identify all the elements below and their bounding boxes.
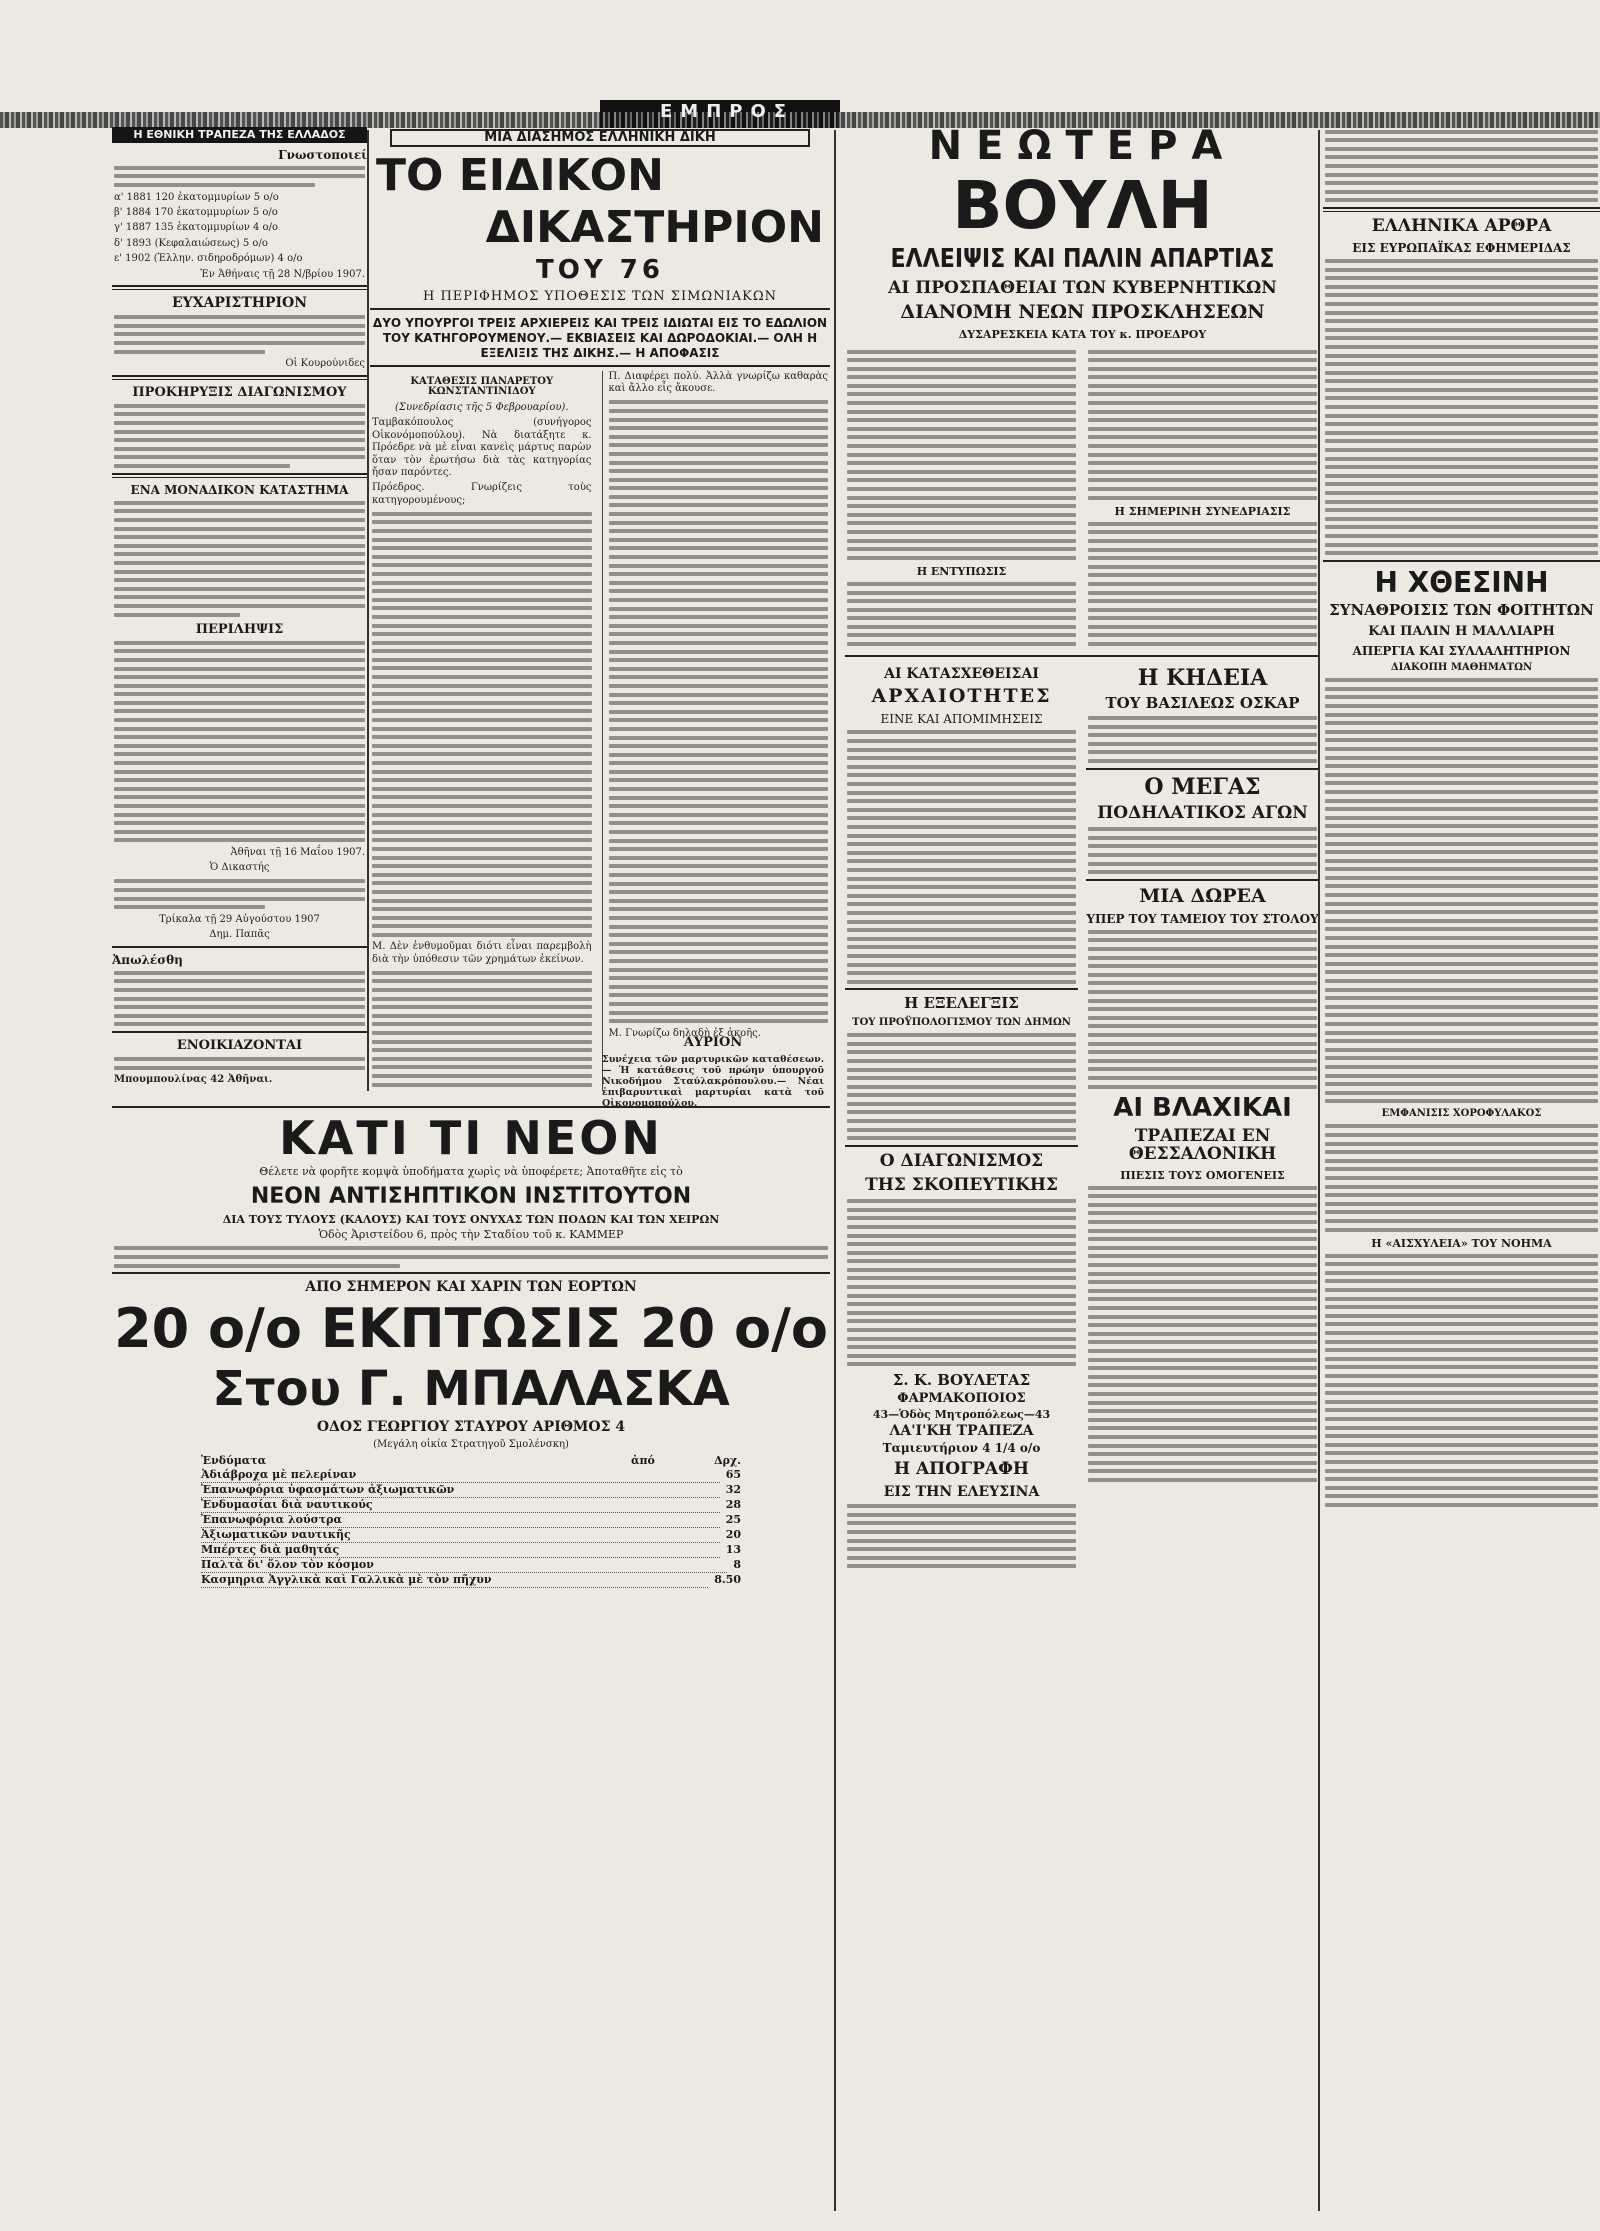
bank-title: Η ΕΘΝΙΚΗ ΤΡΑΠΕΖΑ ΤΗΣ ΕΛΛΑΔΟΣ — [112, 127, 367, 143]
funeral-title-1: Η ΚΗΔΕΙΑ — [1137, 664, 1268, 691]
price-header: Ἐνδύματα — [201, 1453, 267, 1467]
divider — [1086, 879, 1319, 881]
ad-shop: Στου Γ. ΜΠΑΛΑΣΚΑ — [212, 1360, 730, 1417]
text-block — [847, 730, 1076, 983]
price-row — [201, 1498, 741, 1513]
price-header-currency: Δρχ. — [714, 1453, 741, 1467]
gift-title-2: ΥΠΕΡ ΤΟΥ ΤΑΜΕΙΟΥ ΤΟΥ ΣΤΟΛΟΥ — [1086, 911, 1319, 926]
second-date: Τρίκαλα τῇ 29 Αὐγούστου 1907 — [159, 913, 320, 925]
tomorrow-title: ΑΥΡΙΟΝ — [683, 1035, 743, 1050]
pharmacy-bank-box — [845, 1371, 1078, 1455]
price-row — [201, 1543, 741, 1558]
oresteia-title: Η «ΑΙΣΧΥΛΕΙΑ» ΤΟΥ ΝΟΗΜΑ — [1371, 1236, 1552, 1250]
price-item: Ἐνδυμασίαι διὰ ναυτικούς — [201, 1498, 720, 1513]
price-item: Παλτὰ δι' ὅλον τὸν κόσμον — [201, 1558, 727, 1573]
bank-line: ε' 1902 (Ἑλλην. σιδηροδρόμων) 4 ο/ο — [114, 253, 303, 265]
text-block — [1088, 930, 1317, 1089]
divider — [112, 1031, 367, 1033]
price-row — [201, 1528, 741, 1543]
notice-sign: Ὁ Δικαστής — [209, 862, 270, 874]
trial-section-a-sub: (Συνεδρίασις τῆς 5 Φεβρουαρίου). — [395, 401, 569, 413]
census-title-1: Η ΑΠΟΓΡΑΦΗ — [894, 1459, 1029, 1479]
price-value: 13 — [725, 1542, 741, 1556]
price-value: 25 — [725, 1512, 741, 1526]
text-block — [114, 1246, 828, 1267]
antiq-title-1: ΑΙ ΚΑΤΑΣΧΕΘΕΙΣΑΙ — [884, 665, 1039, 682]
check-title-2: ΤΟΥ ΠΡΟΫΠΟΛΟΓΙΣΜΟΥ ΤΩΝ ΔΗΜΩΝ — [852, 1017, 1071, 1029]
divider — [112, 285, 367, 290]
price-row — [201, 1513, 741, 1528]
notice-date: Ἀθῆναι τῇ 16 Μαΐου 1907. — [230, 846, 365, 858]
text-block — [114, 641, 365, 843]
articles-title-1: ΕΛΛΗΝΙΚΑ ΑΡΘΡΑ — [1371, 215, 1552, 236]
ad-institute-sub: ΔΙΑ ΤΟΥΣ ΤΥΛΟΥΣ (ΚΑΛΟΥΣ) ΚΑΙ ΤΟΥΣ ΟΝΥΧΑΣ ΤΩΝ ΠΟΔΩΝ ΚΑΙ ΤΩΝ ΧΕΙΡΩΝ — [222, 1212, 720, 1226]
lower-subcol-right — [1086, 661, 1319, 1573]
pharmacy-label: ΦΑΡΜΑΚΟΠΟΙΟΣ — [897, 1391, 1026, 1406]
trial-body — [370, 371, 830, 1091]
price-value: 65 — [725, 1467, 741, 1481]
text-block — [847, 1199, 1076, 1366]
ad-new-lead: Θέλετε νὰ φορῆτε κομψὰ ὑποδήματα χωρὶς νὰ ὑποφέρετε; Ἀποταθῆτε εἰς τὸ — [259, 1165, 683, 1179]
articles-title-2: ΕΙΣ ΕΥΡΩΠΑΪΚΑΣ ΕΦΗΜΕΡΙΔΑΣ — [1352, 240, 1571, 255]
trial-paragraph: Πρόεδρος. Γνωρίζεις τοὺς κατηγορουμένους; — [372, 482, 595, 506]
notice-title: ΠΕΡΙΛΗΨΙΣ — [195, 621, 284, 637]
ad-institute — [112, 1102, 830, 1588]
price-table — [201, 1454, 741, 1588]
parliament-head-2: ΑΙ ΠΡΟΣΠΑΘΕΙΑΙ ΤΩΝ ΚΥΒΕΡΝΗΤΙΚΩΝ — [888, 277, 1277, 298]
masthead-title: ΕΜΠΡΟΣ — [660, 101, 795, 122]
trial-paragraph: Ταμβακόπουλος (συνήγορος Οἰκονόμοπούλου). Νὰ διατάξητε κ. Πρόεδρε νὰ μὲ εἶναι κανεὶς μάρτυς παρὼν ὅταν τὸν ἐρωτήσω διὰ τὰς κατηγορίας ἤσαν παρόντες. — [372, 417, 595, 478]
funeral-title-2: ΤΟΥ ΒΑΣΙΛΕΩΣ ΟΣΚΑΡ — [1105, 693, 1300, 712]
price-item: Μπέρτες διὰ μαθητάς — [201, 1543, 720, 1558]
divider — [112, 1272, 830, 1274]
impression-title: Η ΕΝΤΥΠΩΣΙΣ — [916, 564, 1007, 578]
trial-paragraph: Π. Διαφέρει πολύ. Ἀλλὰ γνωρίζω καθαρὰς καὶ ἄλλο εἶς ἄκουσε. — [608, 370, 832, 395]
price-value: 8 — [733, 1557, 741, 1571]
today-title: Η ΣΗΜΕΡΙΝΗ ΣΥΝΕΔΡΙΑΣΙΣ — [1114, 504, 1291, 518]
text-block — [114, 1057, 365, 1070]
contest-title: ΠΡΟΚΗΡΥΞΙΣ ΔΙΑΓΩΝΙΣΜΟΥ — [132, 384, 347, 400]
text-block — [1325, 130, 1598, 203]
ad-new-title: ΚΑΤΙ ΤΙ ΝΕΟΝ — [279, 1111, 663, 1165]
column-right — [1323, 125, 1600, 2231]
trial-paragraph: Μ. Γνωρίζω δηλαδὴ ἐξ ἀκοῆς. — [608, 1027, 761, 1039]
students-title: ΣΥΝΑΘΡΟΙΣΙΣ ΤΩΝ ΦΟΙΤΗΤΩΝ — [1329, 601, 1594, 620]
lower-subcol-left — [845, 661, 1078, 1573]
text-block — [1325, 678, 1598, 1103]
antiq-title-2: ΑΡΧΑΙΟΤΗΤΕΣ — [871, 685, 1052, 708]
price-value: 28 — [725, 1497, 741, 1511]
text-block — [1088, 1186, 1317, 1482]
trial-deck: ΔΥΟ ΥΠΟΥΡΓΟΙ ΤΡΕΙΣ ΑΡΧΙΕΡΕΙΣ ΚΑΙ ΤΡΕΙΣ ΙΔΙΩΤΑΙ ΕΙΣ ΤΟ ΕΔΩΛΙΟΝ ΤΟΥ ΚΑΤΗΓΟΡΟΥΜΕΝΟΥ.— ΕΚΒΙΑΣΕΙΣ ΚΑΙ ΔΩΡΟΔΟΚΙΑΙ.— ΟΛΗ Η ΕΞΕΛΙΞΙΣ ΤΗΣ ΔΙΚΗΣ.— Η ΑΠΟΦΑΣΙΣ — [372, 315, 828, 360]
ad-institute-address: Ὁδὸς Ἀριστείδου 6, πρὸς τὴν Σταδίου τοῦ κ. ΚΑΜΜΕΡ — [318, 1228, 624, 1242]
column-rule — [834, 130, 836, 2211]
bank-line: γ' 1887 135 ἑκατομμυρίων 4 ο/ο — [114, 222, 278, 234]
bank-line: δ' 1893 (Κεφαλαιώσεως) 5 ο/ο — [114, 237, 268, 249]
divider — [1086, 768, 1319, 770]
bank-line: α' 1881 120 ἑκατομμυρίων 5 ο/ο — [114, 191, 279, 203]
race-title-2: ΠΟΔΗΛΑΤΙΚΟΣ ΑΓΩΝ — [1097, 802, 1308, 823]
price-item: Ἐπανωφόρια λούστρα — [201, 1513, 720, 1528]
price-value: 32 — [725, 1482, 741, 1496]
text-block — [114, 404, 365, 468]
text-block — [847, 1033, 1076, 1140]
text-block — [1088, 350, 1317, 500]
text-block — [847, 582, 1076, 646]
divider — [1323, 207, 1600, 212]
trial-subtitle: Η ΠΕΡΙΦΗΜΟΣ ΥΠΟΘΕΣΙΣ ΤΩΝ ΣΙΜΩΝΙΑΚΩΝ — [423, 289, 777, 305]
gift-title-1: ΜΙΑ ΔΩΡΕΑ — [1139, 884, 1266, 907]
divider — [112, 946, 367, 948]
column-latest — [845, 125, 1320, 2231]
check-title-1: Η ΕΞΕΛΕΓΞΙΣ — [904, 994, 1019, 1013]
price-row — [201, 1573, 741, 1588]
tomorrow-box — [600, 1030, 826, 1112]
trial-subcol-right — [602, 371, 831, 1091]
trial-title-2: ΔΙΚΑΣΤΗΡΙΟΝ — [485, 201, 824, 253]
bank-date: Ἐν Ἀθήναις τῇ 28 Ν/βρίου 1907. — [200, 268, 365, 280]
parliament-head-1: ΕΛΛΕΙΨΙΣ ΚΑΙ ΠΑΛΙΝ ΑΠΑΡΤΙΑΣ — [890, 244, 1275, 275]
column-trial — [370, 125, 830, 1091]
vlach-title-2: ΤΡΑΠΕΖΑΙ ΕΝ ΘΕΣΣΑΛΟΝΙΚΗ — [1128, 1125, 1277, 1164]
text-block — [1088, 716, 1317, 763]
divider — [845, 655, 1320, 657]
contest-title-2: ΤΗΣ ΣΚΟΠΕΥΤΙΚΗΣ — [865, 1174, 1058, 1195]
yesterday-title: Η ΧΘΕΣΙΝΗ — [1374, 565, 1549, 599]
parliament-title: ΒΟΥΛΗ — [952, 167, 1213, 244]
parliament-body — [845, 345, 1320, 651]
divider — [370, 308, 830, 310]
trial-subcol-left — [370, 371, 594, 1091]
school-title: ΕΝΑ ΜΟΝΑΔΙΚΟΝ ΚΑΤΑΣΤΗΜΑ — [130, 482, 349, 497]
bank-name: ΛΑ'Ι'ΚΗ ΤΡΑΠΕΖΑ — [889, 1423, 1034, 1439]
price-header-row — [201, 1454, 741, 1468]
vlach-title-3: ΠΙΕΣΙΣ ΤΟΥΣ ΟΜΟΓΕΝΕΙΣ — [1120, 1168, 1285, 1182]
column-notices — [112, 125, 367, 1091]
trial-title-1: ΤΟ ΕΙΔΙΚΟΝ — [376, 149, 664, 201]
column-rule — [367, 130, 369, 1091]
rent-title: ΕΝΟΙΚΙΑΖΟΝΤΑΙ — [176, 1037, 303, 1053]
bank-subtitle: Γνωστοποιεί — [278, 147, 367, 162]
text-block — [847, 350, 1076, 560]
divider — [1323, 560, 1600, 562]
price-row — [201, 1483, 741, 1498]
second-sign: Δημ. Παπᾶς — [209, 929, 270, 941]
chorus-title: ΕΜΦΑΝΙΣΙΣ ΧΟΡΟΦΥΛΑΚΟΣ — [1381, 1108, 1542, 1120]
price-item: Κασμηρια Ἀγγλικὰ καὶ Γαλλικὰ μὲ τὸν πῆχυν — [201, 1573, 708, 1588]
price-header-from: ἀπό — [631, 1453, 655, 1467]
divider — [845, 988, 1078, 990]
price-row — [201, 1558, 741, 1573]
antiq-title-3: ΕΙΝΕ ΚΑΙ ΑΠΟΜΙΜΗΣΕΙΣ — [880, 712, 1043, 727]
rent-text: Μπουμπουλίνας 42 Ἀθῆναι. — [114, 1074, 273, 1086]
divider — [112, 473, 367, 478]
text-block — [1088, 827, 1317, 874]
ad-institute-name: ΝΕΟΝ ΑΝΤΙΣΗΠΤΙΚΟΝ ΙΝΣΤΙΤΟΥΤΟΝ — [250, 1183, 692, 1209]
divider — [845, 1145, 1078, 1147]
text-block — [114, 971, 365, 1027]
pharmacy-address: 43—Ὁδὸς Μητροπόλεως—43 — [872, 1408, 1051, 1421]
text-block — [372, 512, 592, 937]
text-block — [1325, 259, 1598, 555]
parliament-subcol-left — [845, 345, 1078, 651]
text-block — [1325, 1124, 1598, 1231]
text-block — [1088, 522, 1317, 646]
text-block — [609, 400, 829, 1023]
divider — [112, 375, 367, 380]
parliament-head-3: ΔΙΑΝΟΜΗ ΝΕΩΝ ΠΡΟΣΚΛΗΣΕΩΝ — [900, 301, 1265, 324]
text-block — [114, 315, 365, 353]
trial-title-3: ΤΟΥ 76 — [536, 255, 664, 286]
bank-line: β' 1884 170 ἑκατομμυρίων 5 ο/ο — [114, 206, 278, 218]
price-item: Ἀξιωματικῶν ναυτικῆς — [201, 1528, 720, 1543]
strike-title: ΑΠΕΡΓΙΑ ΚΑΙ ΣΥΛΛΑΛΗΤΗΡΙΟΝ — [1352, 643, 1571, 658]
ad-shop-address: ΟΔΟΣ ΓΕΩΡΓΙΟΥ ΣΤΑΥΡΟΥ ΑΡΙΘΜΟΣ 4 — [316, 1418, 626, 1435]
text-block — [114, 166, 365, 187]
ad-sale: 20 ο/ο ΕΚΠΤΩΣΙΣ 20 ο/ο — [114, 1296, 828, 1360]
price-row — [201, 1468, 741, 1483]
text-block — [372, 971, 592, 1087]
census-title-2: ΕΙΣ ΤΗΝ ΕΛΕΥΣΙΝΑ — [883, 1483, 1040, 1500]
bank-rate: Ταμιευτήριον 4 1/4 ο/ο — [882, 1441, 1041, 1455]
ad-sale-lead: ΑΠΟ ΣΗΜΕΡΟΝ ΚΑΙ ΧΑΡΙΝ ΤΩΝ ΕΟΡΤΩΝ — [305, 1279, 637, 1296]
vlach-title-1: ΑΙ ΒΛΑΧΙΚΑΙ — [1113, 1092, 1292, 1123]
text-block — [847, 1504, 1076, 1568]
latest-title: ΝΕΩΤΕΡΑ — [928, 123, 1237, 169]
loss-title: Ἀπωλέσθη — [112, 952, 183, 967]
text-block — [114, 501, 365, 617]
price-value: 8.50 — [714, 1572, 741, 1586]
parliament-head-4: ΔΥΣΑΡΕΣΚΕΙΑ ΚΑΤΑ ΤΟΥ κ. ΠΡΟΕΔΡΟΥ — [958, 328, 1207, 342]
thanks-sign: Οἱ Κουρούνιδες — [285, 358, 365, 370]
trial-kicker: ΜΙΑ ΔΙΑΣΗΜΟΣ ΕΛΛΗΝΙΚΗ ΔΙΚΗ — [390, 129, 810, 147]
price-value: 20 — [725, 1527, 741, 1541]
contest-title-1: Ο ΔΙΑΓΩΝΙΣΜΟΣ — [879, 1150, 1044, 1171]
trial-paragraph: Μ. Δὲν ἐνθυμοῦμαι διότι εἶναι παρεμβολὴ διὰ τὴν ὑπόθεσιν τῶν χρημάτων ἐκείνων. — [372, 941, 595, 965]
tomorrow-text: Συνέχεια τῶν μαρτυρικῶν καταθέσεων.— Ἡ κατάθεσις τοῦ πρώην ὑπουργοῦ Νικοδήμου Σταύλακρόπουλου.— Νέαι ἐπιβαρυντικαὶ μαρτυρίαι κατὰ τοῦ Οἰκονομοπούλου. — [602, 1053, 828, 1109]
trial-section-a: ΚΑΤΑΘΕΣΙΣ ΠΑΝΑΡΕΤΟΥ ΚΩΝΣΤΑΝΤΙΝΙΔΟΥ — [410, 375, 554, 398]
price-item: Ἐπανωφόρια ὑφασμάτων ἀξιωματικῶν — [201, 1483, 720, 1498]
text-block — [1325, 1254, 1598, 1507]
interrupt-title: ΔΙΑΚΟΠΗ ΜΑΘΗΜΑΤΩΝ — [1390, 662, 1533, 674]
price-item: Ἀδιάβροχα μὲ πελερίναν — [201, 1468, 720, 1483]
thanks-title: ΕΥΧΑΡΙΣΤΗΡΙΟΝ — [171, 294, 308, 311]
parliament-subcol-right — [1086, 345, 1319, 651]
ad-shop-note: (Μεγάλη οἰκία Στρατηγοῦ Σμολένσκη) — [373, 1438, 569, 1450]
mialis-title: ΚΑΙ ΠΑΛΙΝ Η ΜΑΛΛΙΑΡΗ — [1368, 623, 1555, 639]
pharmacy-name: Σ. Κ. ΒΟΥΛΕΤΑΣ — [892, 1371, 1031, 1389]
race-title-1: Ο ΜΕΓΑΣ — [1144, 773, 1261, 800]
lower-body — [845, 661, 1320, 1573]
divider — [370, 365, 830, 367]
text-block — [114, 879, 365, 909]
